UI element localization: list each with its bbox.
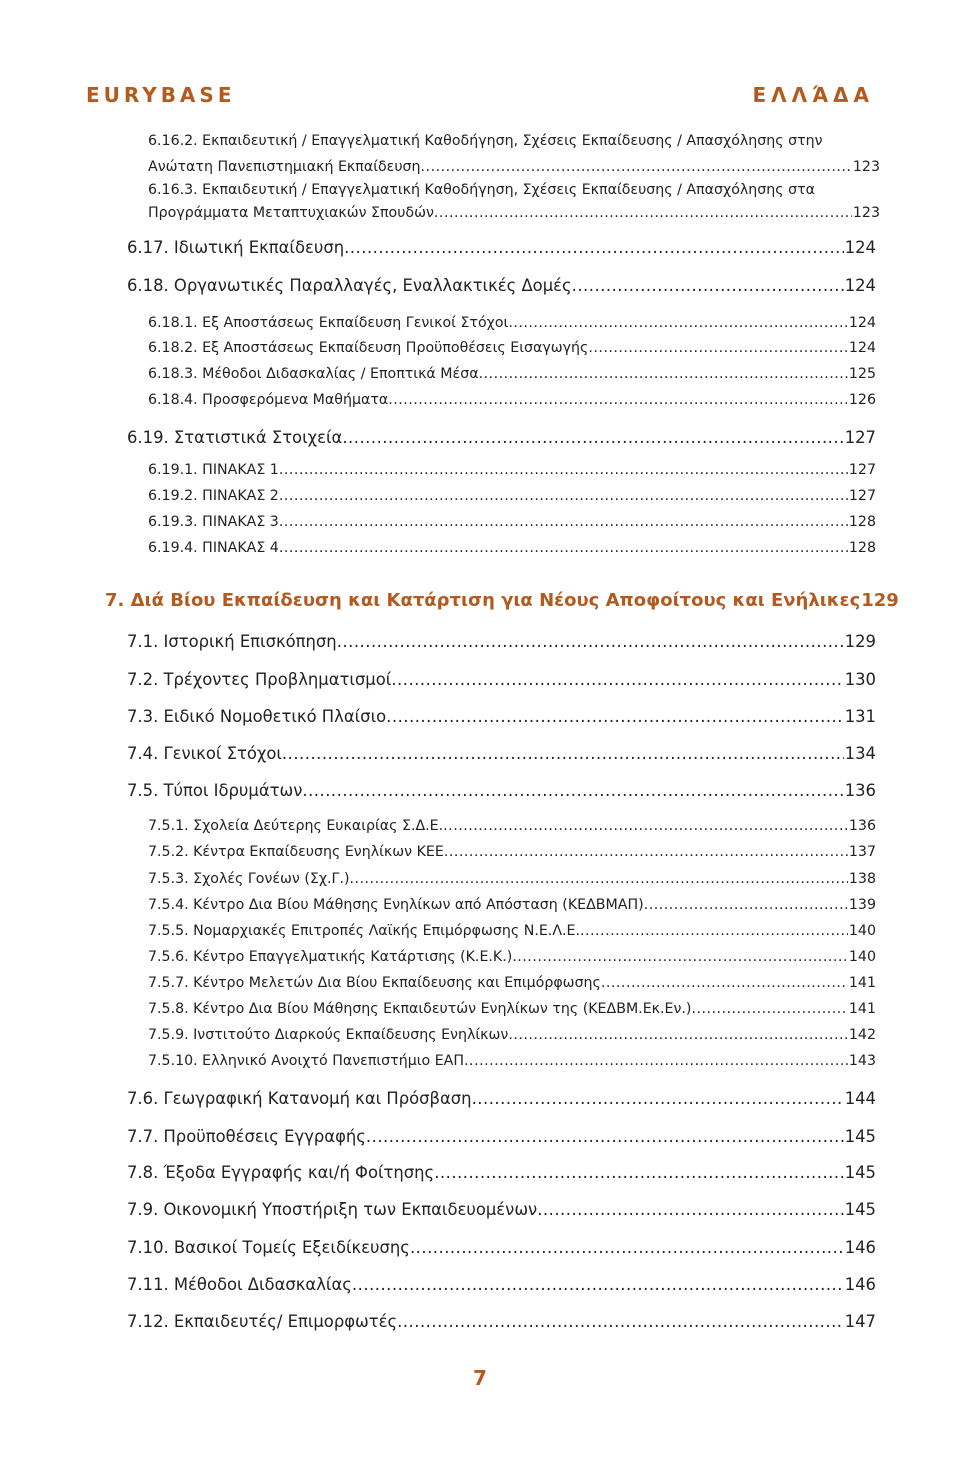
header-publisher: EURYBASE bbox=[86, 83, 236, 107]
toc-entry-page: 127 bbox=[848, 488, 876, 504]
toc-entry-page: 143 bbox=[848, 1053, 876, 1069]
toc-entry[interactable] bbox=[148, 159, 880, 175]
toc-entry[interactable] bbox=[148, 923, 876, 939]
dot-leader bbox=[508, 1027, 848, 1043]
toc-entry-title: 7.11. Μέθοδοι Διδασκαλίας bbox=[127, 1275, 352, 1294]
toc-entry-page: 140 bbox=[848, 923, 876, 939]
toc-entry-title: 7.9. Οικονομική Υποστήριξη των Εκπαιδευομένων bbox=[127, 1200, 538, 1219]
dot-leader bbox=[302, 781, 843, 800]
toc-entry-title: 7.5.10. Ελληνικό Ανοιχτό Πανεπιστήμιο ΕΑΠ bbox=[148, 1053, 465, 1069]
toc-entry-page: 124 bbox=[844, 276, 876, 295]
page-number: 7 bbox=[473, 1366, 487, 1390]
toc-entry-page: 131 bbox=[844, 707, 876, 726]
toc-entry-title: 7.7. Προϋποθέσεις Εγγραφής bbox=[127, 1127, 366, 1146]
toc-entry-page: 123 bbox=[852, 205, 880, 221]
dot-leader bbox=[388, 392, 848, 408]
toc-entry-page: 140 bbox=[848, 949, 876, 965]
toc-entry-page: 137 bbox=[848, 844, 876, 860]
toc-entry-page: 127 bbox=[848, 462, 876, 478]
dot-leader bbox=[443, 818, 848, 834]
dot-leader bbox=[644, 897, 848, 913]
toc-entry[interactable] bbox=[148, 1001, 876, 1017]
toc-entry[interactable] bbox=[148, 540, 876, 556]
toc-entry[interactable] bbox=[127, 238, 876, 257]
toc-entry[interactable] bbox=[148, 1027, 876, 1043]
toc-entry-page: 145 bbox=[844, 1127, 876, 1146]
toc-entry[interactable] bbox=[148, 871, 876, 887]
toc-entry[interactable] bbox=[127, 1163, 876, 1182]
toc-entry-page: 146 bbox=[844, 1238, 876, 1257]
toc-entry-title: 7.6. Γεωγραφική Κατανομή και Πρόσβαση bbox=[127, 1089, 472, 1108]
dot-leader bbox=[434, 1163, 844, 1182]
toc-entry-page: 128 bbox=[848, 540, 876, 556]
toc-entry-title: 6.18.3. Μέθοδοι Διδασκαλίας / Εποπτικά Μέσα bbox=[148, 366, 479, 382]
dot-leader bbox=[279, 462, 848, 478]
toc-entry-title: 7.5.6. Κέντρο Επαγγελματικής Κατάρτισης (Κ.Ε.Κ.) bbox=[148, 949, 513, 965]
dot-leader bbox=[434, 205, 852, 221]
dot-leader bbox=[397, 1312, 844, 1331]
toc-entry-title: 7.3. Ειδικό Νομοθετικό Πλαίσιο bbox=[127, 707, 387, 726]
toc-entry[interactable] bbox=[127, 1275, 876, 1294]
toc-entry[interactable] bbox=[148, 514, 876, 530]
toc-entry-title: 6.19.2. ΠΙΝΑΚΑΣ 2 bbox=[148, 488, 279, 504]
toc-entry-title: 7.5.1. Σχολεία Δεύτερης Ευκαιρίας Σ.Δ.Ε. bbox=[148, 818, 444, 834]
toc-entry[interactable] bbox=[148, 340, 876, 356]
dot-leader bbox=[601, 975, 848, 991]
dot-leader bbox=[421, 159, 852, 175]
toc-entry-line[interactable]: 6.16.2. Εκπαιδευτική / Επαγγελματική Καθοδήγηση, Σχέσεις Εκπαίδευσης / Απασχόλησης στην bbox=[148, 133, 823, 149]
toc-entry[interactable] bbox=[148, 488, 876, 504]
header-country: ΕΛΛΆΔΑ bbox=[752, 83, 874, 107]
toc-entry-title: 7.5.4. Κέντρο Δια Βίου Μάθησης Ενηλίκων από Απόσταση (ΚΕΔΒΜΑΠ) bbox=[148, 897, 644, 913]
dot-leader bbox=[537, 1200, 844, 1219]
toc-entry-page: 144 bbox=[844, 1089, 876, 1108]
toc-entry[interactable] bbox=[127, 632, 876, 651]
toc-entry[interactable] bbox=[127, 670, 876, 689]
toc-entry-title: 7.5.9. Ινστιτούτο Διαρκούς Εκπαίδευσης Ενηλίκων bbox=[148, 1027, 509, 1043]
toc-entry[interactable] bbox=[148, 844, 876, 860]
dot-leader bbox=[464, 1053, 848, 1069]
toc-entry-title: 7.4. Γενικοί Στόχοι bbox=[127, 744, 282, 763]
toc-entry-page: 124 bbox=[848, 340, 876, 356]
dot-leader bbox=[386, 707, 844, 726]
dot-leader bbox=[410, 1238, 844, 1257]
dot-leader bbox=[580, 923, 848, 939]
toc-entry-page: 141 bbox=[848, 975, 876, 991]
toc-entry-title: 7.2. Τρέχοντες Προβληματισμοί bbox=[127, 670, 392, 689]
toc-entry-page: 129 bbox=[844, 632, 876, 651]
toc-entry[interactable] bbox=[127, 707, 876, 726]
toc-entry[interactable] bbox=[127, 1312, 876, 1331]
running-header bbox=[86, 83, 874, 111]
toc-entry[interactable] bbox=[127, 1200, 876, 1219]
toc-entry-title: 7. Διά Βίου Εκπαίδευση και Κατάρτιση για Νέους Αποφοίτους και Ενήλικες bbox=[105, 590, 861, 611]
dot-leader bbox=[352, 1275, 844, 1294]
toc-entry[interactable] bbox=[148, 392, 876, 408]
toc-entry-title: 6.18.4. Προσφερόμενα Μαθήματα bbox=[148, 392, 389, 408]
dot-leader bbox=[508, 315, 848, 331]
dot-leader bbox=[350, 871, 848, 887]
toc-entry[interactable] bbox=[127, 1238, 876, 1257]
toc-entry-title: 7.5.7. Κέντρο Μελετών Δια Βίου Εκπαίδευσης και Επιμόρφωσης bbox=[148, 975, 601, 991]
toc-entry[interactable] bbox=[148, 366, 876, 382]
toc-entry-title: 6.19.1. ΠΙΝΑΚΑΣ 1 bbox=[148, 462, 279, 478]
toc-entry[interactable] bbox=[148, 975, 876, 991]
toc-entry-page: 134 bbox=[844, 744, 876, 763]
dot-leader bbox=[472, 1089, 844, 1108]
dot-leader bbox=[366, 1127, 844, 1146]
dot-leader bbox=[344, 238, 844, 257]
toc-entry-title: Προγράμματα Μεταπτυχιακών Σπουδών bbox=[148, 205, 434, 221]
toc-entry-page: 147 bbox=[844, 1312, 876, 1331]
toc-entry-title: 6.18. Οργανωτικές Παραλλαγές, Εναλλακτικές Δομές bbox=[127, 276, 572, 295]
toc-entry-page: 142 bbox=[848, 1027, 876, 1043]
toc-entry[interactable] bbox=[148, 1053, 876, 1069]
toc-entry-title: 7.5.3. Σχολές Γονέων (Σχ.Γ.) bbox=[148, 871, 350, 887]
toc-entry-title: 6.19.3. ΠΙΝΑΚΑΣ 3 bbox=[148, 514, 279, 530]
toc-entry-title: 6.18.1. Εξ Αποστάσεως Εκπαίδευση Γενικοί Στόχοι bbox=[148, 315, 509, 331]
toc-entry-title: 7.10. Βασικοί Τομείς Εξειδίκευσης bbox=[127, 1238, 410, 1257]
toc-entry[interactable] bbox=[127, 781, 876, 800]
toc-entry[interactable] bbox=[148, 818, 876, 834]
dot-leader bbox=[279, 488, 848, 504]
toc-entry-page: 145 bbox=[844, 1200, 876, 1219]
dot-leader bbox=[391, 670, 843, 689]
toc-entry-line[interactable]: 6.16.3. Εκπαιδευτική / Επαγγελματική Καθοδήγηση, Σχέσεις Εκπαίδευσης / Απασχόλησης στα bbox=[148, 182, 815, 198]
toc-entry-page: 126 bbox=[848, 392, 876, 408]
toc-entry-page: 146 bbox=[844, 1275, 876, 1294]
toc-entry[interactable] bbox=[127, 428, 876, 447]
toc-entry[interactable] bbox=[127, 276, 876, 295]
toc-entry-title: 6.18.2. Εξ Αποστάσεως Εκπαίδευση Προϋποθέσεις Εισαγωγής bbox=[148, 340, 589, 356]
toc-entry-title: 6.19. Στατιστικά Στοιχεία bbox=[127, 428, 343, 447]
toc-entry-title: 7.1. Ιστορική Επισκόπηση bbox=[127, 632, 337, 651]
toc-entry-title: 7.12. Εκπαιδευτές/ Επιμορφωτές bbox=[127, 1312, 398, 1331]
toc-entry-page: 128 bbox=[848, 514, 876, 530]
dot-leader bbox=[572, 276, 844, 295]
toc-entry[interactable] bbox=[105, 590, 899, 611]
toc-entry[interactable] bbox=[148, 949, 876, 965]
toc-entry[interactable] bbox=[127, 1089, 876, 1108]
toc-entry-title: 7.5.8. Κέντρο Δια Βίου Μάθησης Εκπαιδευτών Ενηλίκων της (ΚΕΔΒΜ.Εκ.Εν.) bbox=[148, 1001, 692, 1017]
toc-entry-page: 136 bbox=[844, 781, 876, 800]
toc-entry-title: Ανώτατη Πανεπιστημιακή Εκπαίδευση bbox=[148, 159, 421, 175]
toc-entry[interactable] bbox=[127, 744, 876, 763]
dot-leader bbox=[588, 340, 848, 356]
toc-entry[interactable] bbox=[127, 1127, 876, 1146]
toc-entry-page: 124 bbox=[848, 315, 876, 331]
toc-entry[interactable] bbox=[148, 462, 876, 478]
toc-entry-title: 6.17. Ιδιωτική Εκπαίδευση bbox=[127, 238, 345, 257]
dot-leader bbox=[691, 1001, 847, 1017]
toc-entry-page: 136 bbox=[848, 818, 876, 834]
toc-entry-title: 6.19.4. ΠΙΝΑΚΑΣ 4 bbox=[148, 540, 279, 556]
dot-leader bbox=[337, 632, 844, 651]
toc-entry-page: 145 bbox=[844, 1163, 876, 1182]
toc-entry-title: 7.5.5. Νομαρχιακές Επιτροπές Λαϊκής Επιμόρφωσης Ν.Ε.Λ.Ε. bbox=[148, 923, 581, 939]
toc-entry[interactable] bbox=[148, 315, 876, 331]
dot-leader bbox=[279, 540, 848, 556]
toc-entry-page: 139 bbox=[848, 897, 876, 913]
toc-entry-page: 124 bbox=[844, 238, 876, 257]
dot-leader bbox=[512, 949, 848, 965]
toc-entry-title: 7.5. Τύποι Ιδρυμάτων bbox=[127, 781, 303, 800]
toc-entry-title: 7.5.2. Κέντρα Εκπαίδευσης Ενηλίκων ΚΕΕ bbox=[148, 844, 444, 860]
toc-entry-page: 130 bbox=[844, 670, 876, 689]
toc-entry[interactable] bbox=[148, 897, 876, 913]
dot-leader bbox=[479, 366, 848, 382]
toc-entry-page: 141 bbox=[848, 1001, 876, 1017]
toc-entry-page: 129 bbox=[861, 590, 899, 611]
toc-entry-page: 138 bbox=[848, 871, 876, 887]
dot-leader bbox=[342, 428, 843, 447]
dot-leader bbox=[444, 844, 848, 860]
dot-leader bbox=[279, 514, 848, 530]
dot-leader bbox=[282, 744, 844, 763]
toc-entry[interactable] bbox=[148, 205, 880, 221]
toc-entry-page: 125 bbox=[848, 366, 876, 382]
toc-entry-page: 123 bbox=[852, 159, 880, 175]
toc-entry-title: 7.8. Έξοδα Εγγραφής και/ή Φοίτησης bbox=[127, 1163, 435, 1182]
toc-entry-page: 127 bbox=[844, 428, 876, 447]
